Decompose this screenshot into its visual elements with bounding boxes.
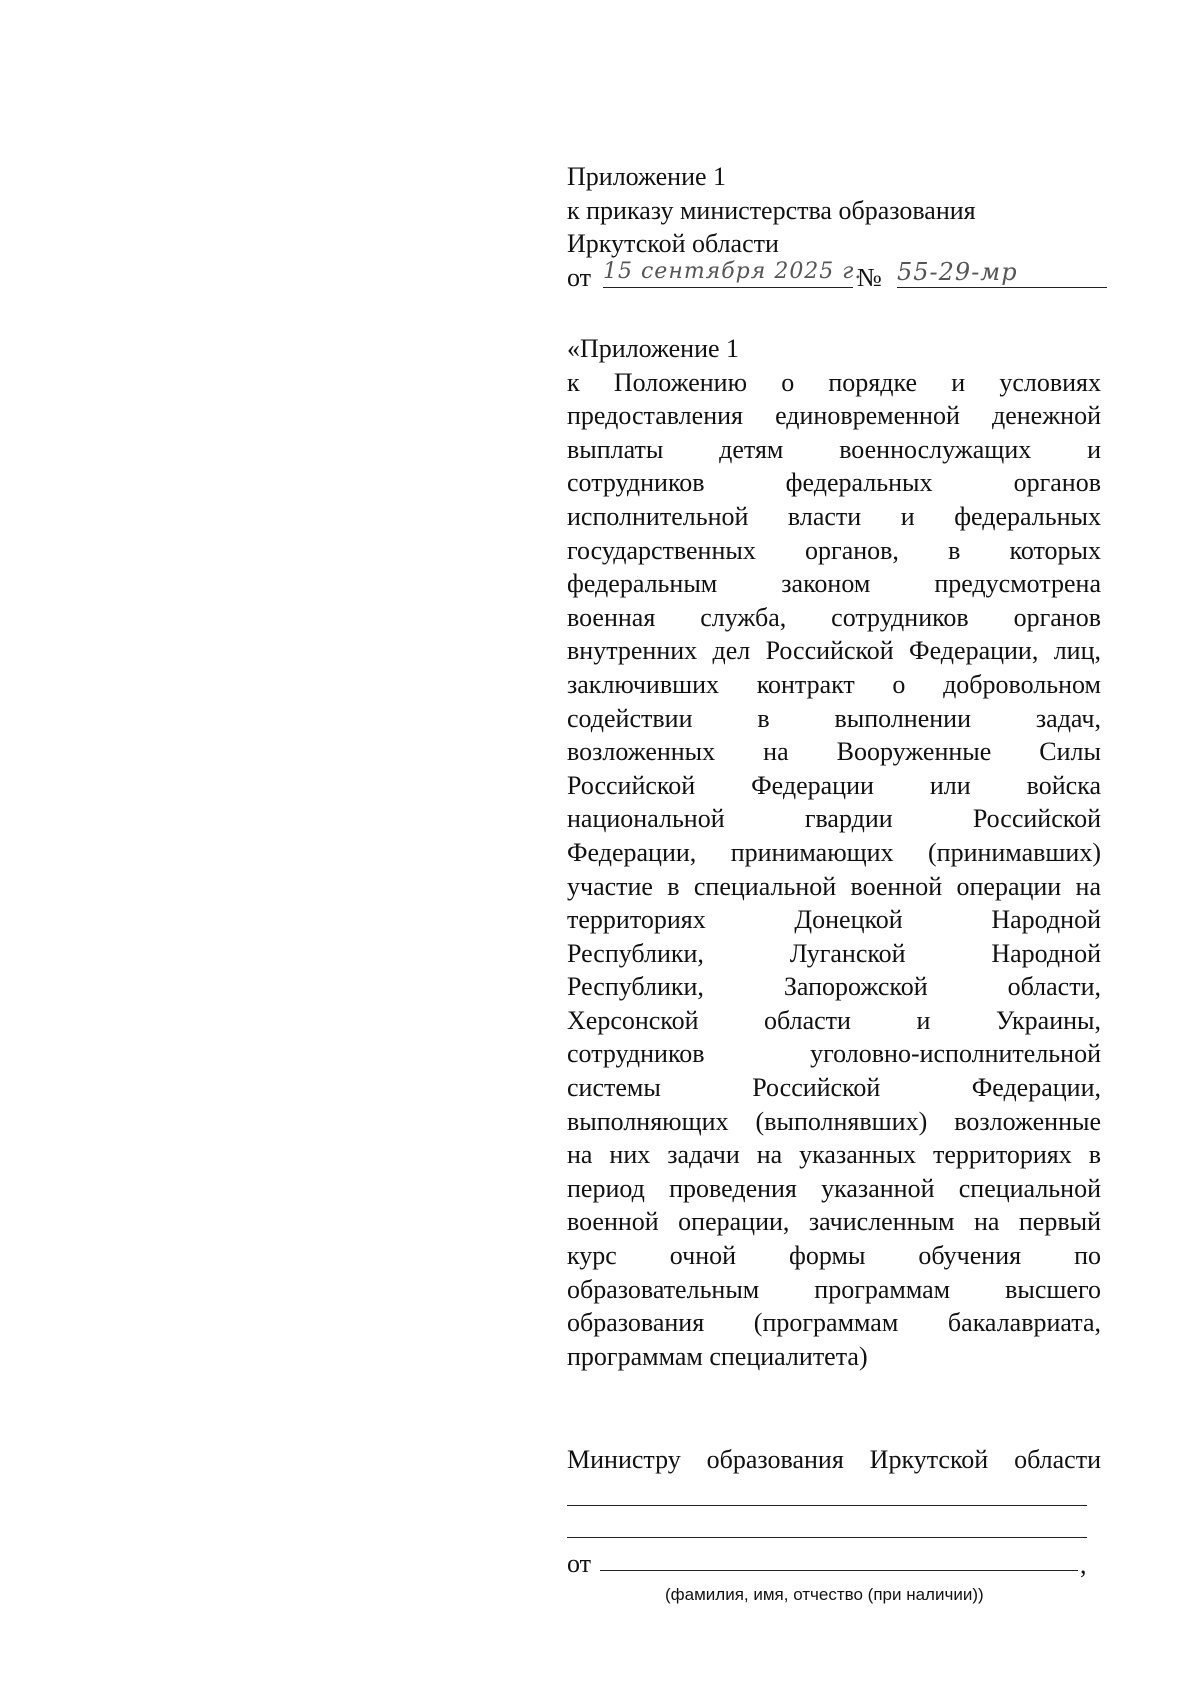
appendix-line: исполнительной власти и федеральных xyxy=(567,501,1101,531)
appendix-line: государственных органов, в которых xyxy=(567,535,1101,565)
appendix-line: участие в специальной военной операции на xyxy=(567,871,1101,901)
appendix-line: период проведения указанной специальной xyxy=(567,1173,1101,1203)
appendix-line: выплаты детям военнослужащих и xyxy=(567,434,1101,464)
name-line-1[interactable] xyxy=(567,1505,1087,1506)
handwritten-date: 15 сентября 2025 г. xyxy=(603,257,853,288)
addressee-to: Министру образования Иркутской области xyxy=(567,1445,1101,1474)
from-prefix: от xyxy=(567,1549,592,1578)
number-prefix: № xyxy=(857,262,882,292)
addressee-block xyxy=(567,1443,1101,1477)
date-prefix: от xyxy=(567,262,592,292)
from-line xyxy=(567,1547,1101,1581)
appendix-line: предоставления единовременной денежной xyxy=(567,401,1101,431)
order-date-number xyxy=(567,257,1101,295)
appendix-line: программам специалитета) xyxy=(567,1341,868,1371)
appendix-line: Федерации, принимающих (принимавших) xyxy=(567,837,1101,867)
appendix-line: к Положению о порядке и условиях xyxy=(567,367,1101,397)
appendix-title: «Приложение 1 xyxy=(567,334,740,363)
header-line: к приказу министерства образования xyxy=(567,195,976,225)
header-line: Приложение 1 xyxy=(567,162,727,191)
appendix-line: Республики, Луганской Народной xyxy=(567,938,1101,968)
appendix-title-block xyxy=(567,332,1101,1373)
appendix-line: территориях Донецкой Народной xyxy=(567,905,1101,935)
appendix-line: национальной гвардии Российской xyxy=(567,804,1101,834)
appendix-line: заключивших контракт о добровольном xyxy=(567,669,1101,699)
appendix-line: образования (программам бакалавриата, xyxy=(567,1308,1101,1338)
appendix-line: содействии в выполнении задач, xyxy=(567,703,1101,733)
appendix-line: сотрудников уголовно-исполнительной xyxy=(567,1039,1101,1069)
appendix-line: на них задачи на указанных территориях в xyxy=(567,1140,1101,1170)
appendix-line: возложенных на Вооруженные Силы xyxy=(567,737,1101,767)
appendix-line: выполняющих (выполнявших) возложенные xyxy=(567,1106,1101,1136)
from-caption: (фамилия, имя, отчество (при наличии)) xyxy=(665,1585,984,1604)
appendix-line: военной операции, зачисленным на первый xyxy=(567,1207,1101,1237)
appendix-header xyxy=(567,160,1101,294)
appendix-line: Республики, Запорожской области, xyxy=(567,972,1101,1002)
appendix-line: военная служба, сотрудников органов xyxy=(567,602,1101,632)
from-comma: , xyxy=(1080,1550,1087,1579)
header-line: Иркутской области xyxy=(567,229,779,259)
appendix-line: Херсонской области и Украины, xyxy=(567,1005,1101,1035)
name-line-2[interactable] xyxy=(567,1537,1087,1538)
appendix-line: Российской Федерации или войска xyxy=(567,770,1101,800)
appendix-description xyxy=(567,366,1101,1374)
appendix-line: системы Российской Федерации, xyxy=(567,1073,1101,1103)
appendix-line: сотрудников федеральных органов xyxy=(567,468,1101,498)
appendix-line: внутренних дел Российской Федерации, лиц, xyxy=(567,636,1101,666)
from-name-field[interactable] xyxy=(600,1570,1078,1571)
handwritten-number: 55-29-мр xyxy=(897,257,1107,288)
appendix-line: курс очной формы обучения по xyxy=(567,1241,1101,1271)
appendix-line: федеральным законом предусмотрена xyxy=(567,569,1101,599)
appendix-line: образовательным программам высшего xyxy=(567,1274,1101,1304)
